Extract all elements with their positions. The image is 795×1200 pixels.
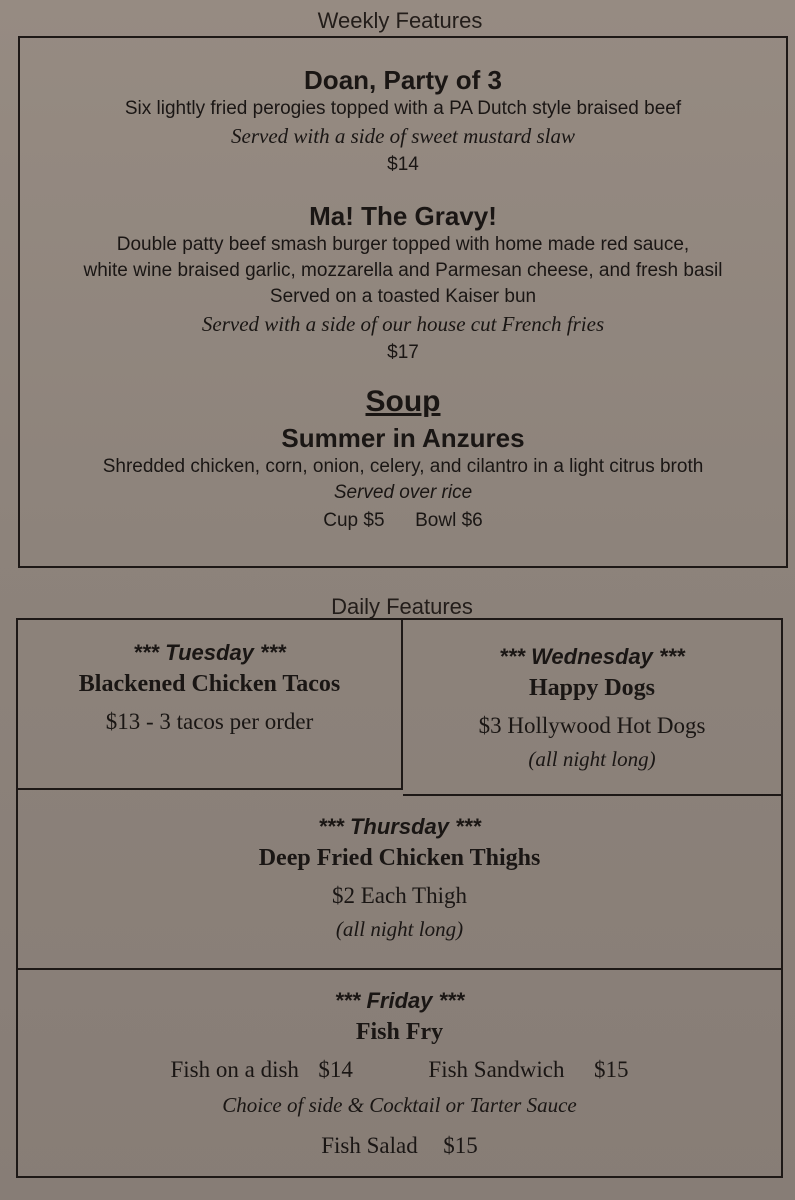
tuesday-price: $13 - 3 tacos per order [105,709,314,734]
friday-sandwich: Fish Sandwich [428,1057,565,1082]
thursday-name: Deep Fried Chicken Thighs [258,845,541,871]
wednesday-name: Happy Dogs [528,675,656,701]
wednesday-note: (all night long) [528,747,656,771]
thursday-cell [18,796,781,970]
soup-bowl-price: Bowl $6 [415,510,483,531]
daily-features-box [16,618,783,1178]
wednesday-day: *** Wednesday *** [499,644,685,669]
friday-name: Fish Fry [355,1019,444,1045]
friday-dish-price: $14 [318,1057,353,1082]
friday-salad: Fish Salad [321,1133,418,1158]
soup-note: Served over rice [333,482,473,503]
soup-heading: Soup [365,385,441,418]
weekly-item-1-price: $14 [387,154,419,175]
weekly-item-1-side: Served with a side of sweet mustard slaw [231,124,575,148]
soup-cup-price: Cup $5 [323,510,385,531]
wednesday-cell [403,620,781,796]
daily-features-label: Daily Features [331,594,473,619]
friday-cell [18,970,781,1176]
weekly-item-1-description: Six lightly fried perogies topped with a PA Dutch style braised beef [124,98,682,119]
tuesday-cell [18,620,403,790]
weekly-features-box [18,36,788,568]
friday-dish-row [18,1054,781,1086]
soup-name: Summer in Anzures [281,423,525,453]
thursday-day: *** Thursday *** [318,814,481,839]
weekly-item-2-side: Served with a side of our house cut French fries [201,312,605,336]
weekly-item-1 [20,64,786,178]
friday-day: *** Friday *** [334,988,465,1013]
friday-sandwich-price: $15 [594,1057,629,1082]
wednesday-price: $3 Hollywood Hot Dogs [478,713,706,738]
weekly-item-2-description-3: Served on a toasted Kaiser bun [269,286,537,307]
tuesday-day: *** Tuesday *** [133,640,286,665]
thursday-note: (all night long) [335,917,464,941]
soup-description: Shredded chicken, corn, onion, celery, and cilantro in a light citrus broth [102,456,704,477]
soup-section [20,384,786,534]
weekly-features-label: Weekly Features [317,8,483,33]
tuesday-name: Blackened Chicken Tacos [78,671,341,697]
thursday-price: $2 Each Thigh [332,883,467,908]
weekly-item-2-description-1: Double patty beef smash burger topped with home made red sauce, [116,234,690,255]
friday-dish: Fish on a dish [170,1057,299,1082]
weekly-item-2-name: Ma! The Gravy! [309,201,497,231]
friday-salad-row [18,1130,781,1162]
weekly-item-2 [20,200,786,366]
friday-note: Choice of side & Cocktail or Tarter Sauce [222,1093,577,1117]
friday-salad-price: $15 [443,1133,478,1158]
weekly-item-2-price: $17 [387,342,419,363]
soup-prices [20,508,786,534]
weekly-item-1-name: Doan, Party of 3 [304,65,502,95]
weekly-item-2-description-2: white wine braised garlic, mozzarella and Parmesan cheese, and fresh basil [83,260,723,281]
